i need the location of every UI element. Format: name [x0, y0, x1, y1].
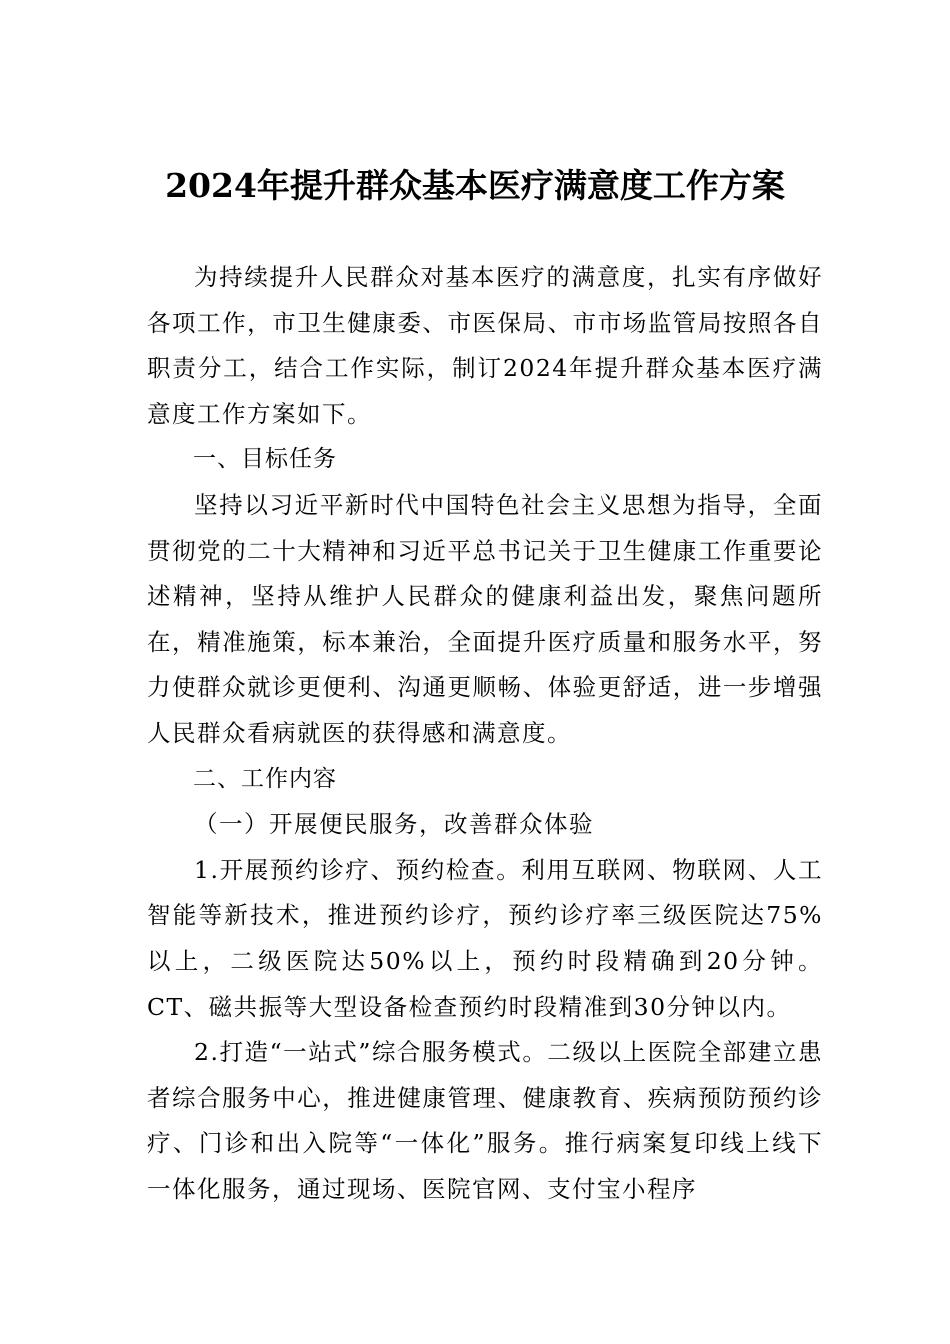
document-title: 2024年提升群众基本医疗满意度工作方案: [165, 166, 785, 205]
goals-paragraph: 坚持以习近平新时代中国特色社会主义思想为指导，全面贯彻党的二十大精神和习近平总书记关于卫生健康工作重要论述精神，坚持从维护人民群众的健康利益出发，聚焦问题所在，精准施策，标本兼治，全面提升医疗质量和服务水平，努力使群众就诊更便利、沟通更顺畅、体验更舒适，进一步增强人民群众看病就医的获得感和满意度。: [147, 490, 823, 747]
item-2-paragraph: 2.打造“一站式”综合服务模式。二级以上医院全部建立患者综合服务中心，推进健康管理、健康教育、疾病预防预约诊疗、门诊和出入院等“一体化”服务。推行病案复印线上线下一体化服务，通过现场、医院官网、支付宝小程序: [147, 1038, 823, 1203]
item-1-paragraph: 1.开展预约诊疗、预约检查。利用互联网、物联网、人工智能等新技术，推进预约诊疗，预约诊疗率三级医院达75%以上，二级医院达50%以上，预约时段精确到20分钟。CT、磁共振等大型设备检查预约时段精准到30分钟以内。: [147, 855, 823, 1021]
section-heading-goals: 一、目标任务: [193, 446, 337, 473]
document-body: [147, 255, 823, 1212]
subsection-heading-service: （一）开展便民服务，改善群众体验: [194, 810, 594, 839]
section-heading-content: 二、工作内容: [193, 765, 337, 792]
intro-paragraph: 为持续提升人民群众对基本医疗的满意度，扎实有序做好各项工作，市卫生健康委、市医保局、市市场监管局按照各自职责分工，结合工作实际，制订2024年提升群众基本医疗满意度工作方案如下。: [147, 263, 823, 428]
